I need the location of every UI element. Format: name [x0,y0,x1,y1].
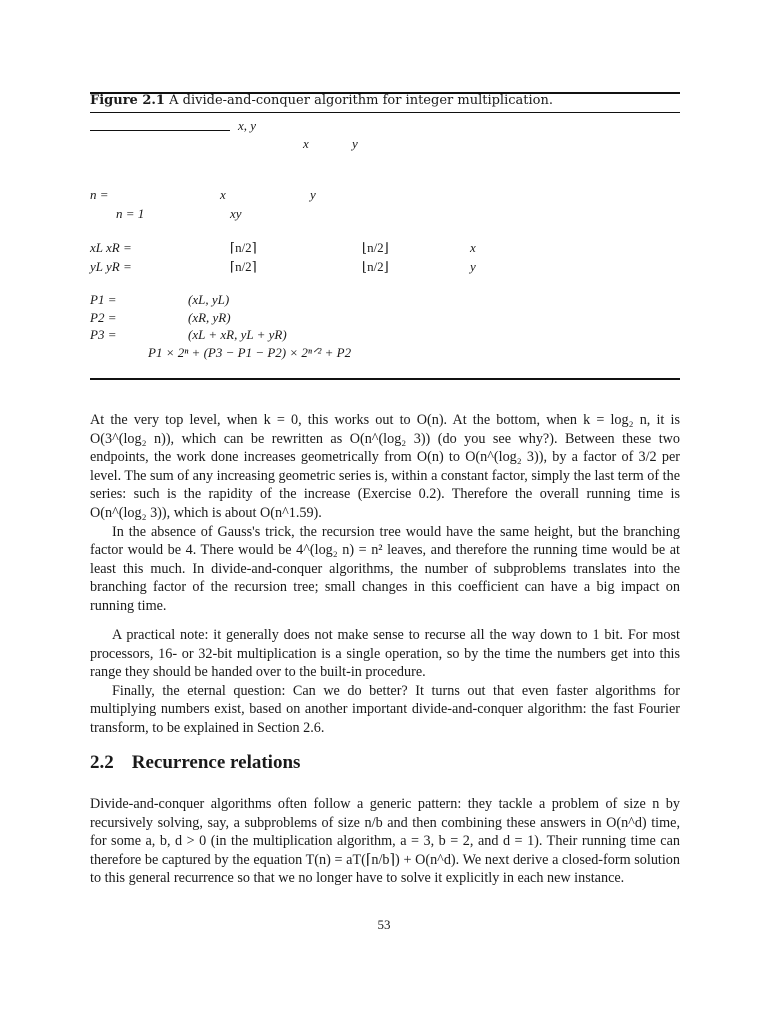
paragraph-recurrence: Divide-and-conquer algorithms often follow a generic pattern: they tackle a problem of size n by recursively solving, say, a subproblems of size n/b and then combining these answers in O(n^d) time, for some a, b, d > 0 (in the multiplication algorithm, a = 3, b = 2, and d = 1). Their running time can therefore be captured by the equation T(n) = aT(⌈n/b⌉) + O(n^d). We next derive a closed-form solution to this general recurrence so that we no longer have to solve it explicitly in each new instance. [90,796,680,887]
page-number: 53 [377,917,391,932]
math-p2-arg: (xR, yR) [188,310,231,325]
math-y1: y [352,136,358,151]
math-p1-arg: (xL, yL) [188,292,230,307]
body-text-top [90,411,680,616]
math-yl-yr: yL yR = [90,259,132,274]
math-result: P1 × 2ⁿ + (P3 − P1 − P2) × 2ⁿᐟ² + P2 [148,345,352,360]
paragraph-gauss-trick: In the absence of Gauss's trick, the recursion tree would have the same height, but the branching factor would be 4. There would be 4^(log₂ n) = n² leaves, and therefore the running time would be at least this much. In divide-and-conquer algorithms, the number of subproblems translates into the branching factor of the recursion tree; small changes in this coefficient can have a big impact on running time. [90,523,680,614]
body-text-middle [90,626,680,738]
math-p1: P1 = [90,292,117,307]
section-number: 2.2 [90,752,114,773]
section-heading [90,752,300,774]
figure-caption-text: A divide-and-conquer algorithm for integer multiplication. [169,93,553,108]
section-title: Recurrence relations [131,752,301,773]
math-xl-xr: xL xR = [90,240,132,255]
figure-caption [90,93,553,108]
body-text-bottom [90,795,680,888]
math-n-eq: n = [90,187,109,202]
math-x1: x [303,136,309,151]
math-floor-1: ⌊n/2⌋ [362,240,389,255]
math-p3-arg: (xL + xR, yL + yR) [188,327,287,342]
paragraph-practical-note: A practical note: it generally does not make sense to recurse all the way down to 1 bit. For most processors, 16- or 32-bit multiplication is a single operation, so by the time the numbers get into this range they should be handed over to the built-in procedure. [90,627,680,681]
figure-label: Figure 2.1 [90,93,165,108]
math-ceil-1: ⌈n/2⌉ [230,240,257,255]
math-floor-2: ⌊n/2⌋ [362,259,389,274]
math-x2: x [220,187,226,202]
math-p2: P2 = [90,310,117,325]
figure-bottom-rule [90,378,680,380]
paragraph-do-better: Finally, the eternal question: Can we do better? It turns out that even faster algorithms for multiplying numbers exist, based on another important divide-and-conquer algorithm: the fast Fourier transform, to be explained in Section 2.6. [90,682,680,736]
math-n-eq-1: n = 1 [116,206,145,221]
math-x3: x [470,240,476,255]
math-xy-header: x, y [238,118,257,133]
paragraph-running-time: At the very top level, when k = 0, this works out to O(n). At the bottom, when k = log₂ n, it is O(3^(log₂ n)), which can be rewritten as O(n^(log₂ 3)) (do you see why?). Between these two endpoints, the work done increases geometrically from O(n) to O(n^(log₂ 3)), by a factor of 3/2 per level. The sum of any increasing geometric series is, within a constant factor, simply the last term of the series: such is the rapidity of the increase (Exercise 0.2). Therefore the overall running time is O(n^(log₂ 3)), which is about O(n^1.59). [90,412,680,521]
math-y3: y [470,259,476,274]
figure-caption-rule [90,112,680,113]
function-name-rule [90,130,230,131]
math-p3: P3 = [90,327,117,342]
math-ceil-2: ⌈n/2⌉ [230,259,257,274]
math-y2: y [310,187,316,202]
math-xy: xy [230,206,242,221]
